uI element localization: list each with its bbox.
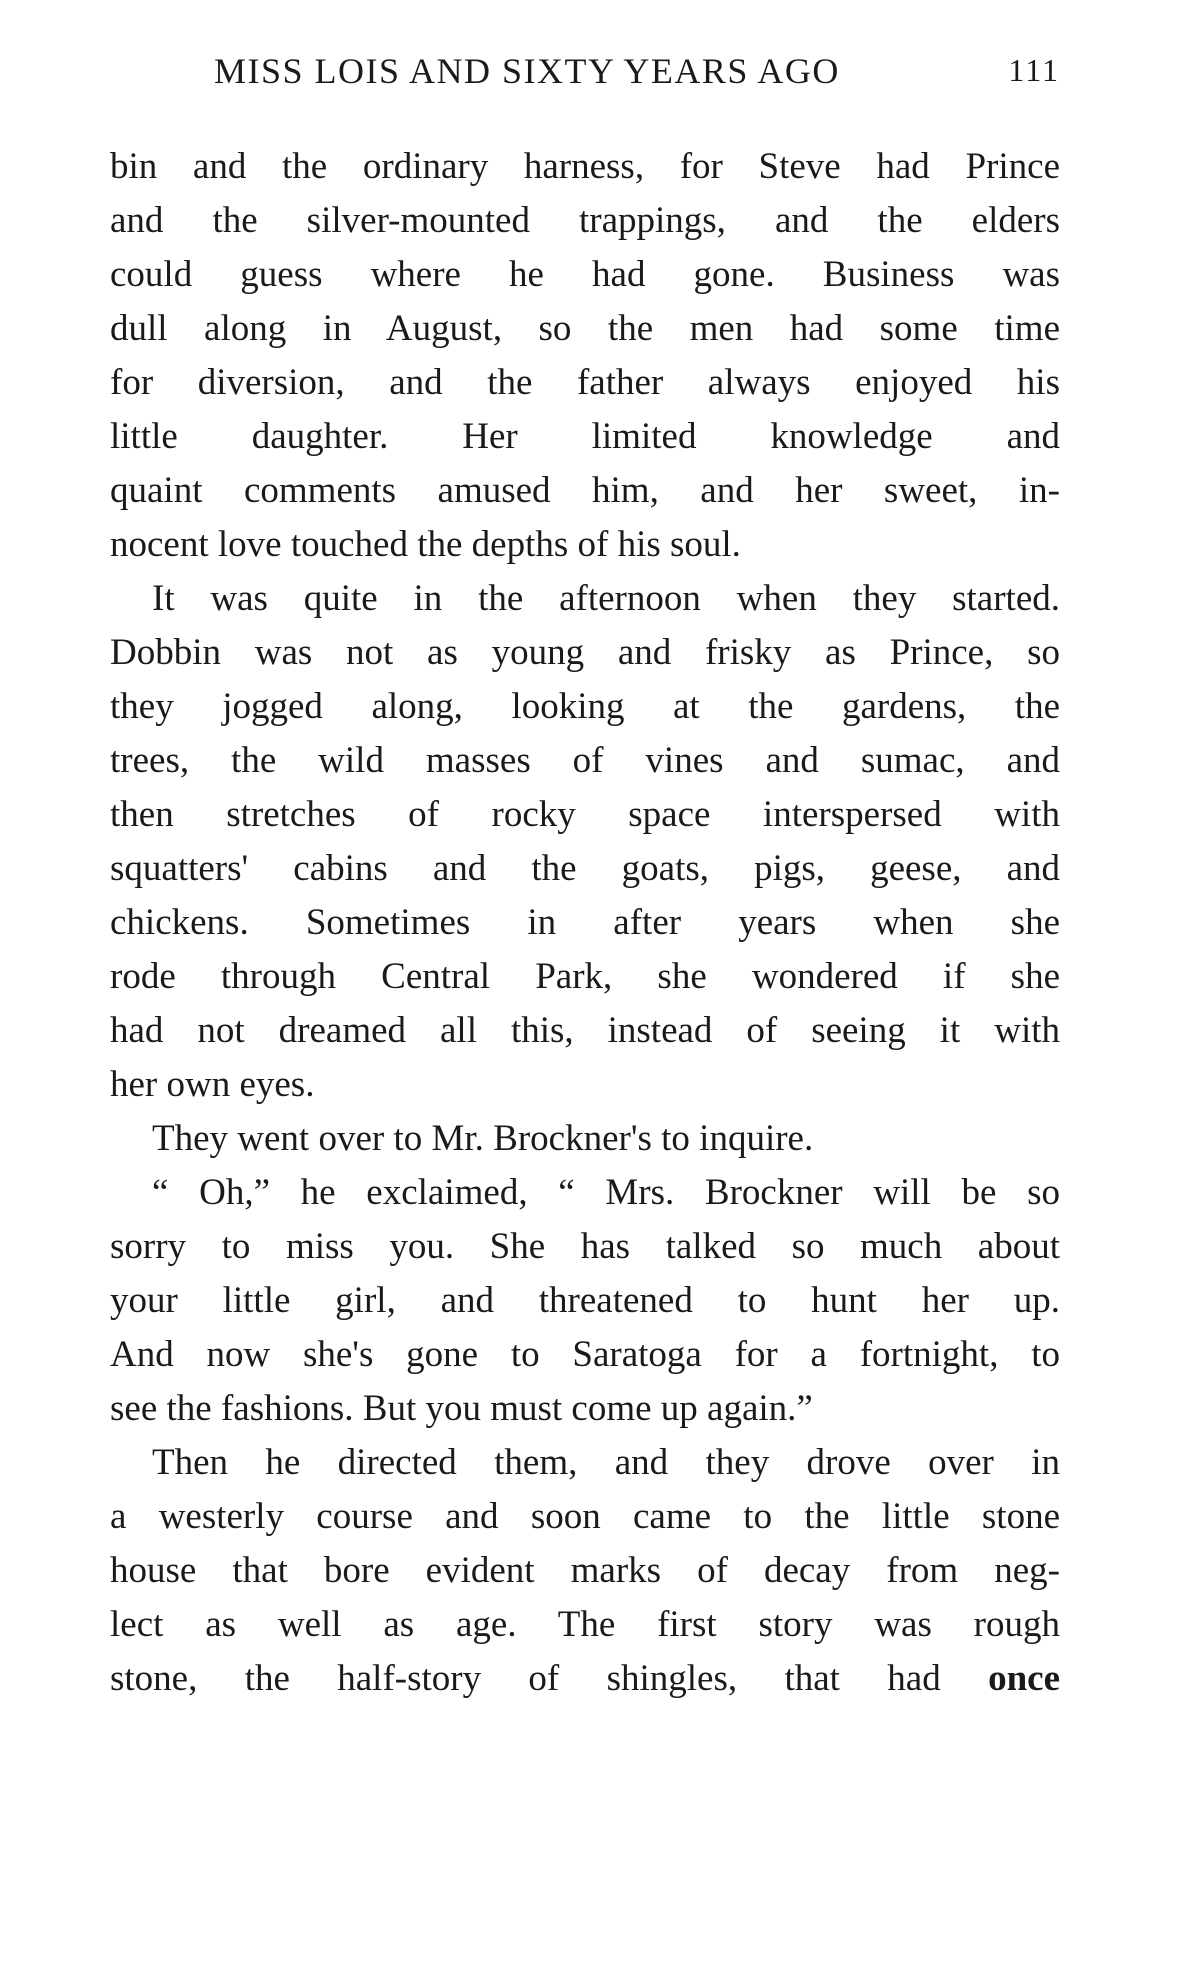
text-line-content: they jogged along, looking at the gardens, the [110, 686, 1060, 727]
text-line-content: trees, the wild masses of vines and sumac, and [110, 740, 1060, 781]
text-line [110, 1328, 1060, 1382]
text-line-content: dull along in August, so the men had some time [110, 308, 1060, 349]
text-line [110, 194, 1060, 248]
text-line [110, 464, 1060, 518]
body-text [110, 140, 1060, 1706]
text-line-content: sorry to miss you. She has talked so much about [110, 1226, 1060, 1267]
text-line [110, 950, 1060, 1004]
text-line-content: see the fashions. But you must come up again.” [110, 1388, 813, 1429]
text-line-content: a westerly course and soon came to the little stone [110, 1496, 1060, 1537]
text-line-content: bin and the ordinary harness, for Steve had Prince [110, 146, 1060, 187]
text-line-content: “ Oh,” he exclaimed, “ Mrs. Brockner will be so [152, 1172, 1060, 1213]
page-number: 111 [1008, 52, 1060, 88]
text-line-content: then stretches of rocky space interspersed with [110, 794, 1060, 835]
text-line-content: Dobbin was not as young and frisky as Prince, so [110, 632, 1060, 673]
running-head [110, 50, 1060, 102]
text-line [110, 140, 1060, 194]
text-line [110, 248, 1060, 302]
text-line-content: And now she's gone to Saratoga for a fortnight, to [110, 1334, 1060, 1375]
running-head-title: MISS LOIS AND SIXTY YEARS AGO [214, 51, 840, 91]
text-line-content: quaint comments amused him, and her sweet, in- [110, 470, 1060, 511]
text-line-content: Then he directed them, and they drove over in [152, 1442, 1060, 1483]
text-line [110, 842, 1060, 896]
text-line-content: and the silver-mounted trappings, and the elders [110, 200, 1060, 241]
text-line [110, 1598, 1060, 1652]
text-line [110, 1382, 1060, 1436]
text-line [110, 1436, 1060, 1490]
text-line-content: for diversion, and the father always enjoyed his [110, 362, 1060, 403]
text-line [110, 1220, 1060, 1274]
text-line [110, 1652, 1060, 1706]
text-line-content: nocent love touched the depths of his soul. [110, 524, 741, 565]
text-line [110, 410, 1060, 464]
text-line-content: your little girl, and threatened to hunt her up. [110, 1280, 1060, 1321]
text-line [110, 734, 1060, 788]
text-line [110, 1058, 1060, 1112]
text-line [110, 302, 1060, 356]
text-line [110, 788, 1060, 842]
text-line [110, 680, 1060, 734]
text-line-content: lect as well as age. The first story was rough [110, 1604, 1060, 1645]
text-line [110, 1490, 1060, 1544]
text-line [110, 896, 1060, 950]
text-line-content: her own eyes. [110, 1064, 315, 1105]
text-line-content: squatters' cabins and the goats, pigs, geese, and [110, 848, 1060, 889]
text-line [110, 626, 1060, 680]
text-line-content: stone, the half-story of shingles, that had [110, 1658, 941, 1699]
bold-word: once [988, 1658, 1060, 1699]
text-line-content: chickens. Sometimes in after years when she [110, 902, 1060, 943]
text-line [110, 1112, 1060, 1166]
text-line-content: could guess where he had gone. Business was [110, 254, 1060, 295]
text-line [110, 1004, 1060, 1058]
text-line [110, 356, 1060, 410]
text-line-content: They went over to Mr. Brockner's to inquire. [152, 1118, 814, 1159]
text-line [110, 1274, 1060, 1328]
text-line [110, 1166, 1060, 1220]
text-line [110, 572, 1060, 626]
text-line-content: house that bore evident marks of decay from neg- [110, 1550, 1060, 1591]
text-line-content: little daughter. Her limited knowledge and [110, 416, 1060, 457]
text-line-content: It was quite in the afternoon when they started. [152, 578, 1060, 619]
text-line-content: had not dreamed all this, instead of seeing it with [110, 1010, 1060, 1051]
text-line [110, 518, 1060, 572]
text-line-content: rode through Central Park, she wondered if she [110, 956, 1060, 997]
text-line [110, 1544, 1060, 1598]
